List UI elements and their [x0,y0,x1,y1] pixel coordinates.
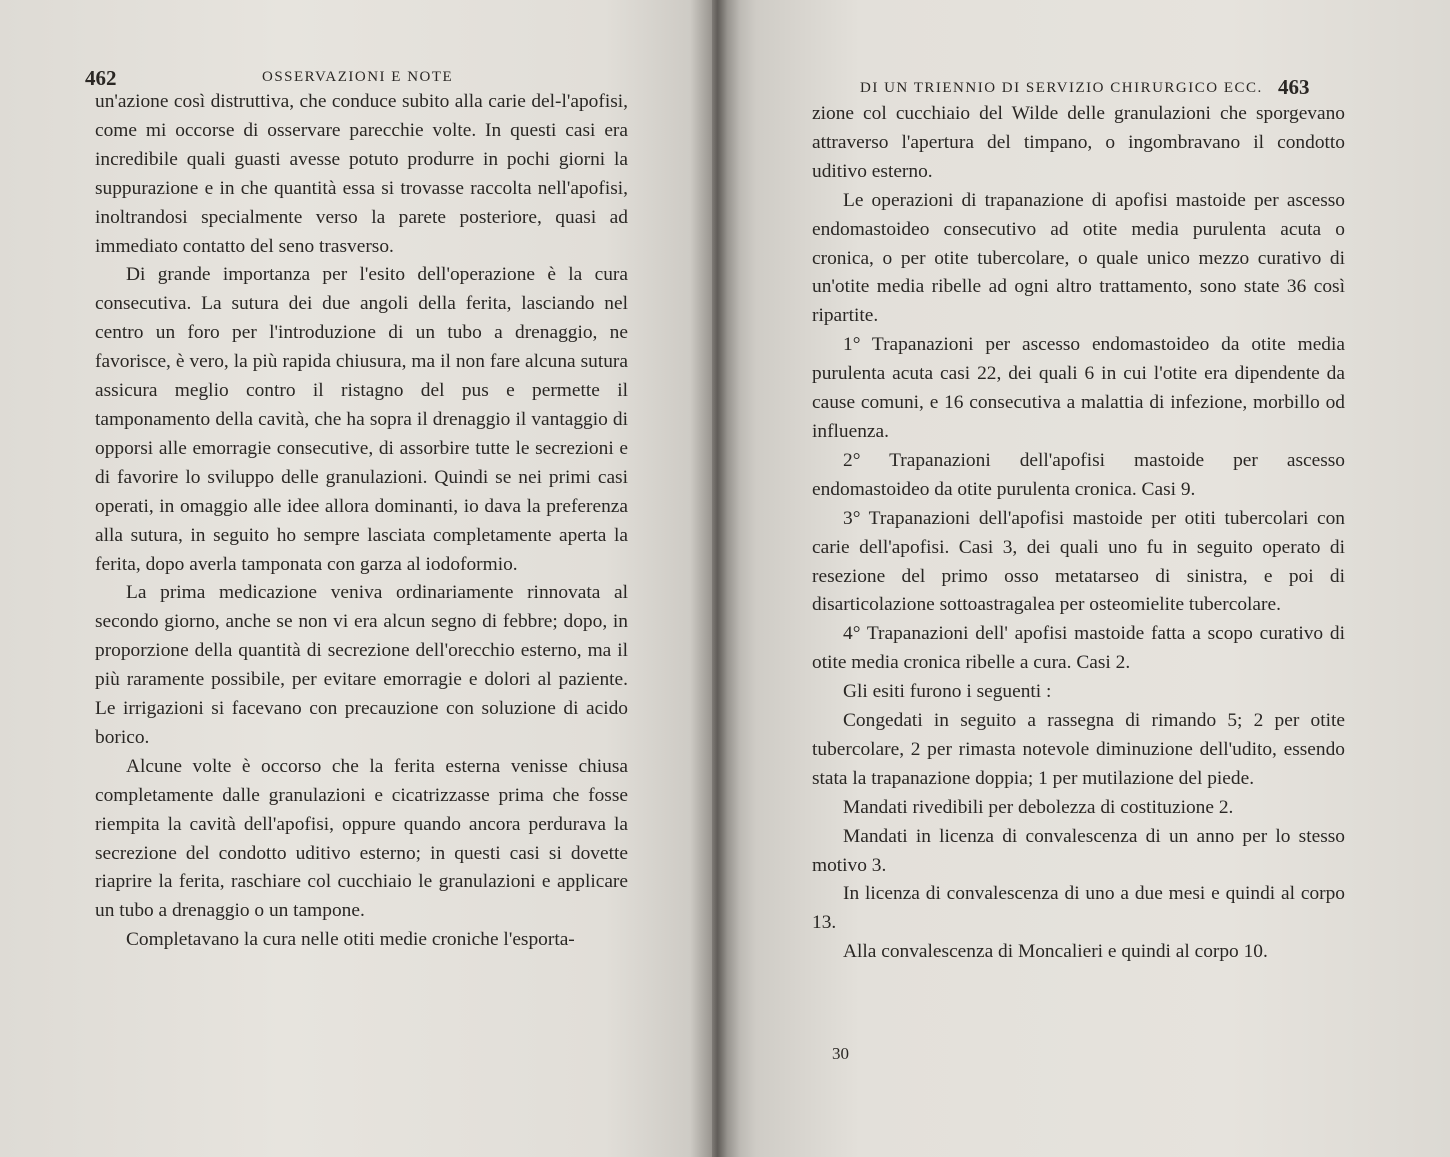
signature-mark: 30 [832,1044,849,1063]
right-running-head: DI UN TRIENNIO DI SERVIZIO CHIRURGICO ECC. [860,80,1263,96]
right-page-body [812,100,1345,967]
paragraph: 2° Trapanazioni dell'apofisi mastoide per ascesso endomastoideo da otite purulenta cronica. Casi 9. [812,449,1345,500]
paragraph: Le operazioni di trapanazione di apofisi mastoide per ascesso endomastoideo consecutivo ad otite media purulenta acuta o cronica, o per otite tubercolare, o quale unico mezzo curativo di un'otite media ribelle ad ogni altro trattamento, sono state 36 così ripartite. [812,189,1345,327]
paragraph: In licenza di convalescenza di uno a due mesi e quindi al corpo 13. [812,883,1345,934]
left-page-number: 462 [85,66,117,90]
right-page [712,0,1450,1157]
left-page-body [95,88,628,955]
book-gutter [690,0,740,1157]
paragraph: Gli esiti furono i seguenti : [843,681,1052,703]
paragraph: Mandati in licenza di convalescenza di un anno per lo stesso motivo 3. [812,825,1345,876]
paragraph: Alcune volte è occorso che la ferita esterna venisse chiusa completamente dalle granulazioni e cicatrizzasse prima che fosse riempita la cavità dell'apofisi, oppure quando ancora perdurava la secrezione del condotto uditivo esterno; in questi casi si dovette riaprire la ferita, raschiare col cucchiaio le granulazioni e applicare un tubo a drenaggio o un tampone. [95,755,628,922]
paragraph: Mandati rivedibili per debolezza di costituzione 2. [843,796,1234,818]
paragraph: La prima medicazione veniva ordinariamente rinnovata al secondo giorno, anche se non vi era alcun segno di febbre; dopo, in proporzione della quantità di secrezione dell'orecchio esterno, ma il più raramente possibile, per evitare emorragie e dolori al paziente. Le irrigazioni si facevano con precauzione con soluzione di acido borico. [95,582,628,748]
paragraph: Di grande importanza per l'esito dell'operazione è la cura consecutiva. La sutura dei due angoli della ferita, lasciando nel centro un foro per l'introduzione di un tubo a drenaggio, ne favorisce, è vero, la più rapida chiusura, ma il non fare alcuna sutura assicura meglio contro il ristagno del pus e permette il tamponamento della cavità, che ha sopra il drenaggio il vantaggio di opporsi alle emorragie consecutive, di assorbire tutte le secrezioni e di favorire lo sviluppo delle granulazioni. Quindi se nei primi casi operati, in omaggio alle idee allora dominanti, io dava la preferenza alla sutura, in seguito ho sempre lasciata completamente aperta la ferita, dopo averla tamponata con garza al iodoformio. [95,264,628,575]
paragraph: Alla convalescenza di Moncalieri e quindi al corpo 10. [843,941,1268,963]
left-page [0,0,712,1157]
paragraph: zione col cucchiaio del Wilde delle granulazioni che sporgevano attraverso l'apertura del timpano, o ingombravano il condotto uditivo esterno. [812,103,1345,182]
left-running-head: OSSERVAZIONI E NOTE [262,69,454,85]
paragraph: un'azione così distruttiva, che conduce subito alla carie del-l'apofisi, come mi occorse di osservare parecchie volte. In questi casi era incredibile quali guasti avesse potuto produrre in pochi giorni la suppurazione e in che quantità essa si trovasse raccolta nell'apofisi, inoltrandosi specialmente verso la parete posteriore, quasi ad immediato contatto del seno trasverso. [95,91,628,257]
paragraph: Completavano la cura nelle otiti medie croniche l'esporta- [126,929,575,951]
paragraph: Congedati in seguito a rassegna di rimando 5; 2 per otite tubercolare, 2 per rimasta notevole diminuzione dell'udito, essendo stata la trapanazione doppia; 1 per mutilazione del piede. [812,710,1345,789]
right-page-number: 463 [1278,75,1310,99]
paragraph: 1° Trapanazioni per ascesso endomastoideo da otite media purulenta acuta casi 22, dei quali 6 in cui l'otite era dipendente da cause comuni, e 16 consecutiva a malattia di infezione, morbillo od influenza. [812,334,1345,442]
paragraph: 4° Trapanazioni dell' apofisi mastoide fatta a scopo curativo di otite media cronica ribelle a cura. Casi 2. [812,623,1345,674]
paragraph: 3° Trapanazioni dell'apofisi mastoide per otiti tubercolari con carie dell'apofisi. Casi 3, dei quali uno fu in seguito operato di resezione del primo osso metatarseo di sinistra, e poi di disarticolazione sottoastragalea per osteomielite tubercolare. [812,507,1345,616]
